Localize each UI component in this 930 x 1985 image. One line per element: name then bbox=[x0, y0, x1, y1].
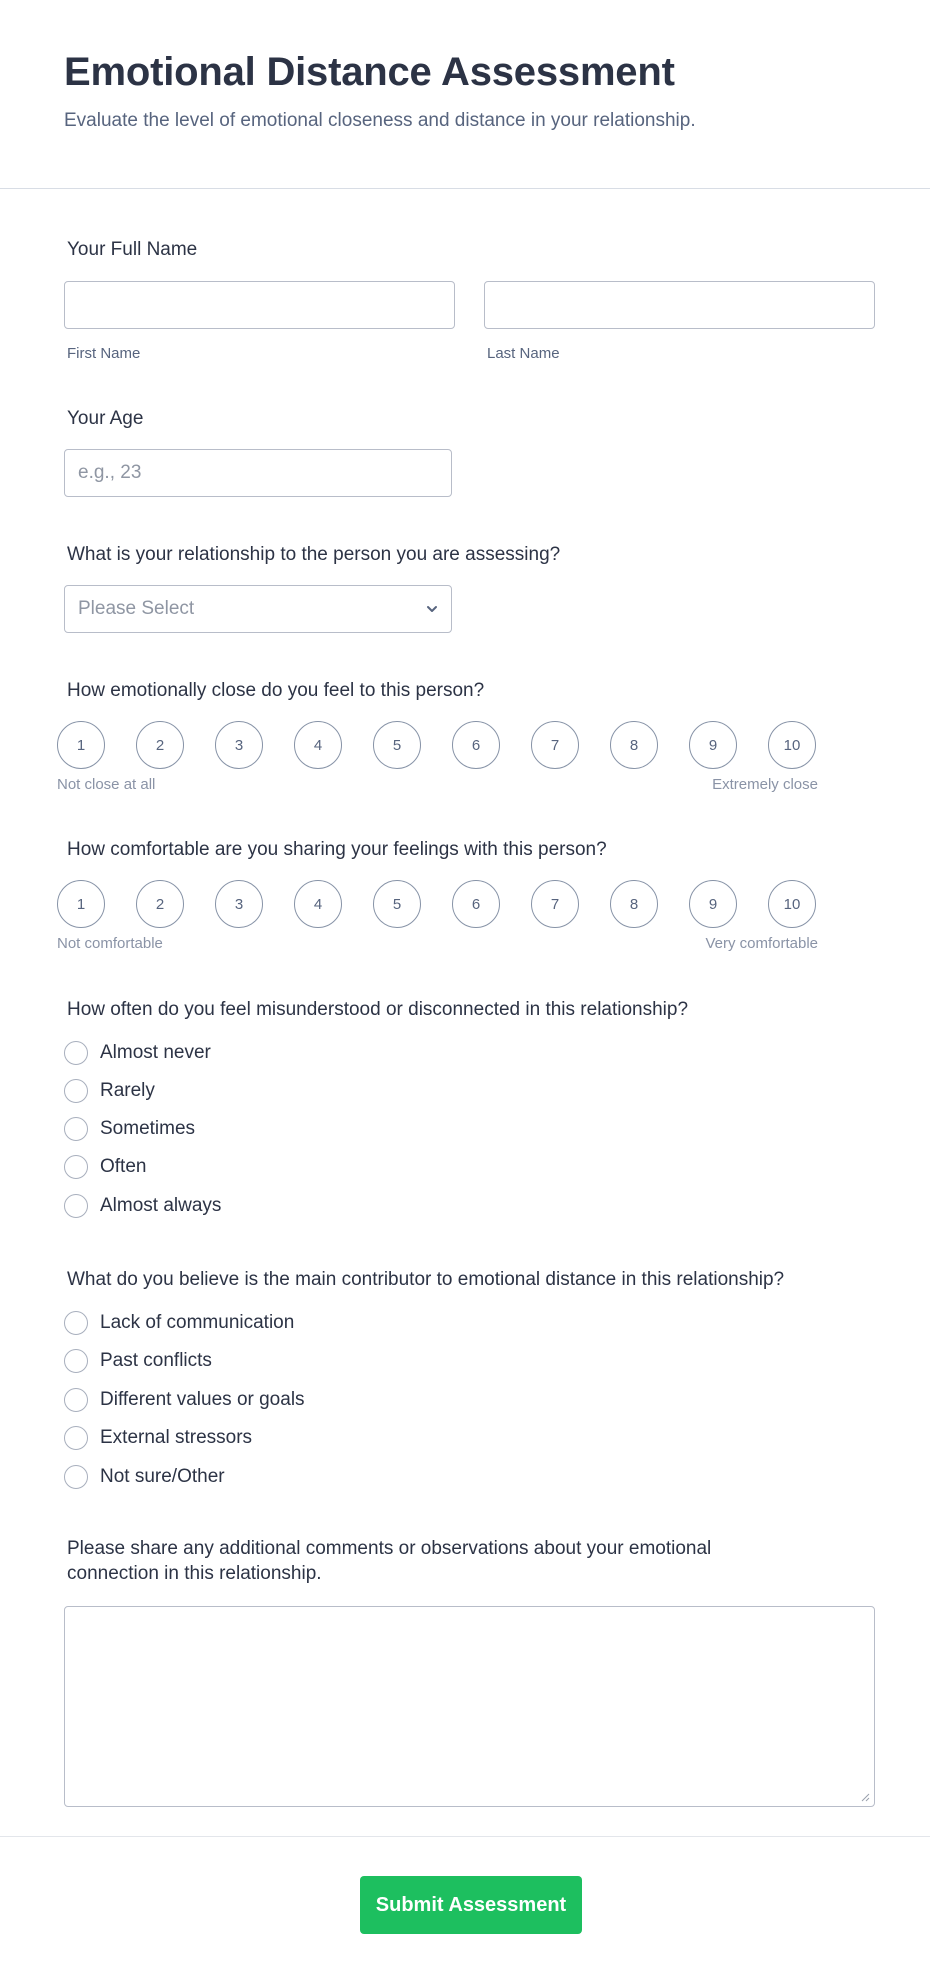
radio-label: Not sure/Other bbox=[100, 1466, 225, 1487]
contributor-label: What do you believe is the main contributor to emotional distance in this relationship? bbox=[67, 1269, 785, 1290]
comfort-option-10[interactable]: 10 bbox=[768, 880, 816, 928]
resize-handle-icon[interactable] bbox=[860, 1792, 870, 1802]
full-name-label: Your Full Name bbox=[67, 239, 198, 260]
comfort-label: How comfortable are you sharing your feelings with this person? bbox=[67, 839, 607, 860]
comments-label-line-2: connection in this relationship. bbox=[67, 1563, 322, 1584]
radio-label: Almost always bbox=[100, 1195, 222, 1216]
radio-button[interactable] bbox=[64, 1041, 88, 1065]
relationship-label: What is your relationship to the person you are assessing? bbox=[67, 544, 561, 565]
closeness-option-1[interactable]: 1 bbox=[57, 721, 105, 769]
chevron-down-icon bbox=[425, 602, 439, 616]
radio-label: Past conflicts bbox=[100, 1350, 212, 1371]
footer-divider bbox=[0, 1836, 930, 1837]
closeness-option-8[interactable]: 8 bbox=[610, 721, 658, 769]
comfort-option-1[interactable]: 1 bbox=[57, 880, 105, 928]
closeness-max-caption: Extremely close bbox=[712, 776, 818, 793]
contributor-option-other[interactable] bbox=[64, 1464, 225, 1490]
comfort-option-8[interactable]: 8 bbox=[610, 880, 658, 928]
frequency-option-sometimes[interactable] bbox=[64, 1116, 195, 1142]
comfort-option-9[interactable]: 9 bbox=[689, 880, 737, 928]
age-label: Your Age bbox=[67, 408, 144, 429]
radio-button[interactable] bbox=[64, 1349, 88, 1373]
closeness-option-4[interactable]: 4 bbox=[294, 721, 342, 769]
frequency-option-almost-never[interactable] bbox=[64, 1040, 211, 1066]
radio-label: Rarely bbox=[100, 1080, 155, 1101]
radio-button[interactable] bbox=[64, 1426, 88, 1450]
closeness-option-10[interactable]: 10 bbox=[768, 721, 816, 769]
radio-button[interactable] bbox=[64, 1465, 88, 1489]
relationship-select-value: Please Select bbox=[78, 598, 195, 619]
page-subtitle: Evaluate the level of emotional closeness and distance in your relationship. bbox=[64, 110, 696, 131]
radio-button[interactable] bbox=[64, 1079, 88, 1103]
page-title: Emotional Distance Assessment bbox=[64, 50, 675, 94]
comments-label-line-1: Please share any additional comments or observations about your emotional bbox=[67, 1538, 712, 1559]
comfort-option-7[interactable]: 7 bbox=[531, 880, 579, 928]
frequency-option-almost-always[interactable] bbox=[64, 1193, 221, 1219]
age-input[interactable]: e.g., 23 bbox=[64, 449, 452, 497]
radio-label: Sometimes bbox=[100, 1118, 196, 1139]
comfort-option-3[interactable]: 3 bbox=[215, 880, 263, 928]
radio-button[interactable] bbox=[64, 1311, 88, 1335]
comfort-option-5[interactable]: 5 bbox=[373, 880, 421, 928]
radio-label: Often bbox=[100, 1156, 147, 1177]
closeness-option-2[interactable]: 2 bbox=[136, 721, 184, 769]
comfort-max-caption: Very comfortable bbox=[705, 935, 818, 952]
closeness-option-5[interactable]: 5 bbox=[373, 721, 421, 769]
frequency-label: How often do you feel misunderstood or disconnected in this relationship? bbox=[67, 999, 689, 1020]
last-name-sublabel: Last Name bbox=[487, 345, 560, 362]
first-name-sublabel: First Name bbox=[67, 345, 141, 362]
radio-button[interactable] bbox=[64, 1388, 88, 1412]
contributor-option-past-conflicts[interactable] bbox=[64, 1348, 212, 1374]
last-name-input[interactable] bbox=[484, 281, 875, 329]
contributor-option-stressors[interactable] bbox=[64, 1425, 252, 1451]
radio-button[interactable] bbox=[64, 1117, 88, 1141]
radio-label: External stressors bbox=[100, 1427, 253, 1448]
radio-label: Lack of communication bbox=[100, 1312, 295, 1333]
form-header bbox=[0, 0, 930, 189]
submit-button[interactable]: Submit Assessment bbox=[360, 1876, 582, 1934]
comfort-min-caption: Not comfortable bbox=[57, 935, 163, 952]
closeness-option-6[interactable]: 6 bbox=[452, 721, 500, 769]
first-name-input[interactable] bbox=[64, 281, 455, 329]
contributor-option-communication[interactable] bbox=[64, 1310, 294, 1336]
closeness-option-3[interactable]: 3 bbox=[215, 721, 263, 769]
radio-label: Different values or goals bbox=[100, 1389, 305, 1410]
contributor-option-values[interactable] bbox=[64, 1387, 305, 1413]
comfort-option-2[interactable]: 2 bbox=[136, 880, 184, 928]
comments-textarea[interactable] bbox=[64, 1606, 875, 1807]
closeness-min-caption: Not close at all bbox=[57, 776, 156, 793]
comfort-option-4[interactable]: 4 bbox=[294, 880, 342, 928]
closeness-option-7[interactable]: 7 bbox=[531, 721, 579, 769]
frequency-option-often[interactable] bbox=[64, 1154, 146, 1180]
relationship-select[interactable] bbox=[64, 585, 452, 633]
frequency-option-rarely[interactable] bbox=[64, 1078, 155, 1104]
comfort-option-6[interactable]: 6 bbox=[452, 880, 500, 928]
radio-label: Almost never bbox=[100, 1042, 211, 1063]
closeness-option-9[interactable]: 9 bbox=[689, 721, 737, 769]
closeness-label: How emotionally close do you feel to this person? bbox=[67, 680, 485, 701]
radio-button[interactable] bbox=[64, 1194, 88, 1218]
radio-button[interactable] bbox=[64, 1155, 88, 1179]
